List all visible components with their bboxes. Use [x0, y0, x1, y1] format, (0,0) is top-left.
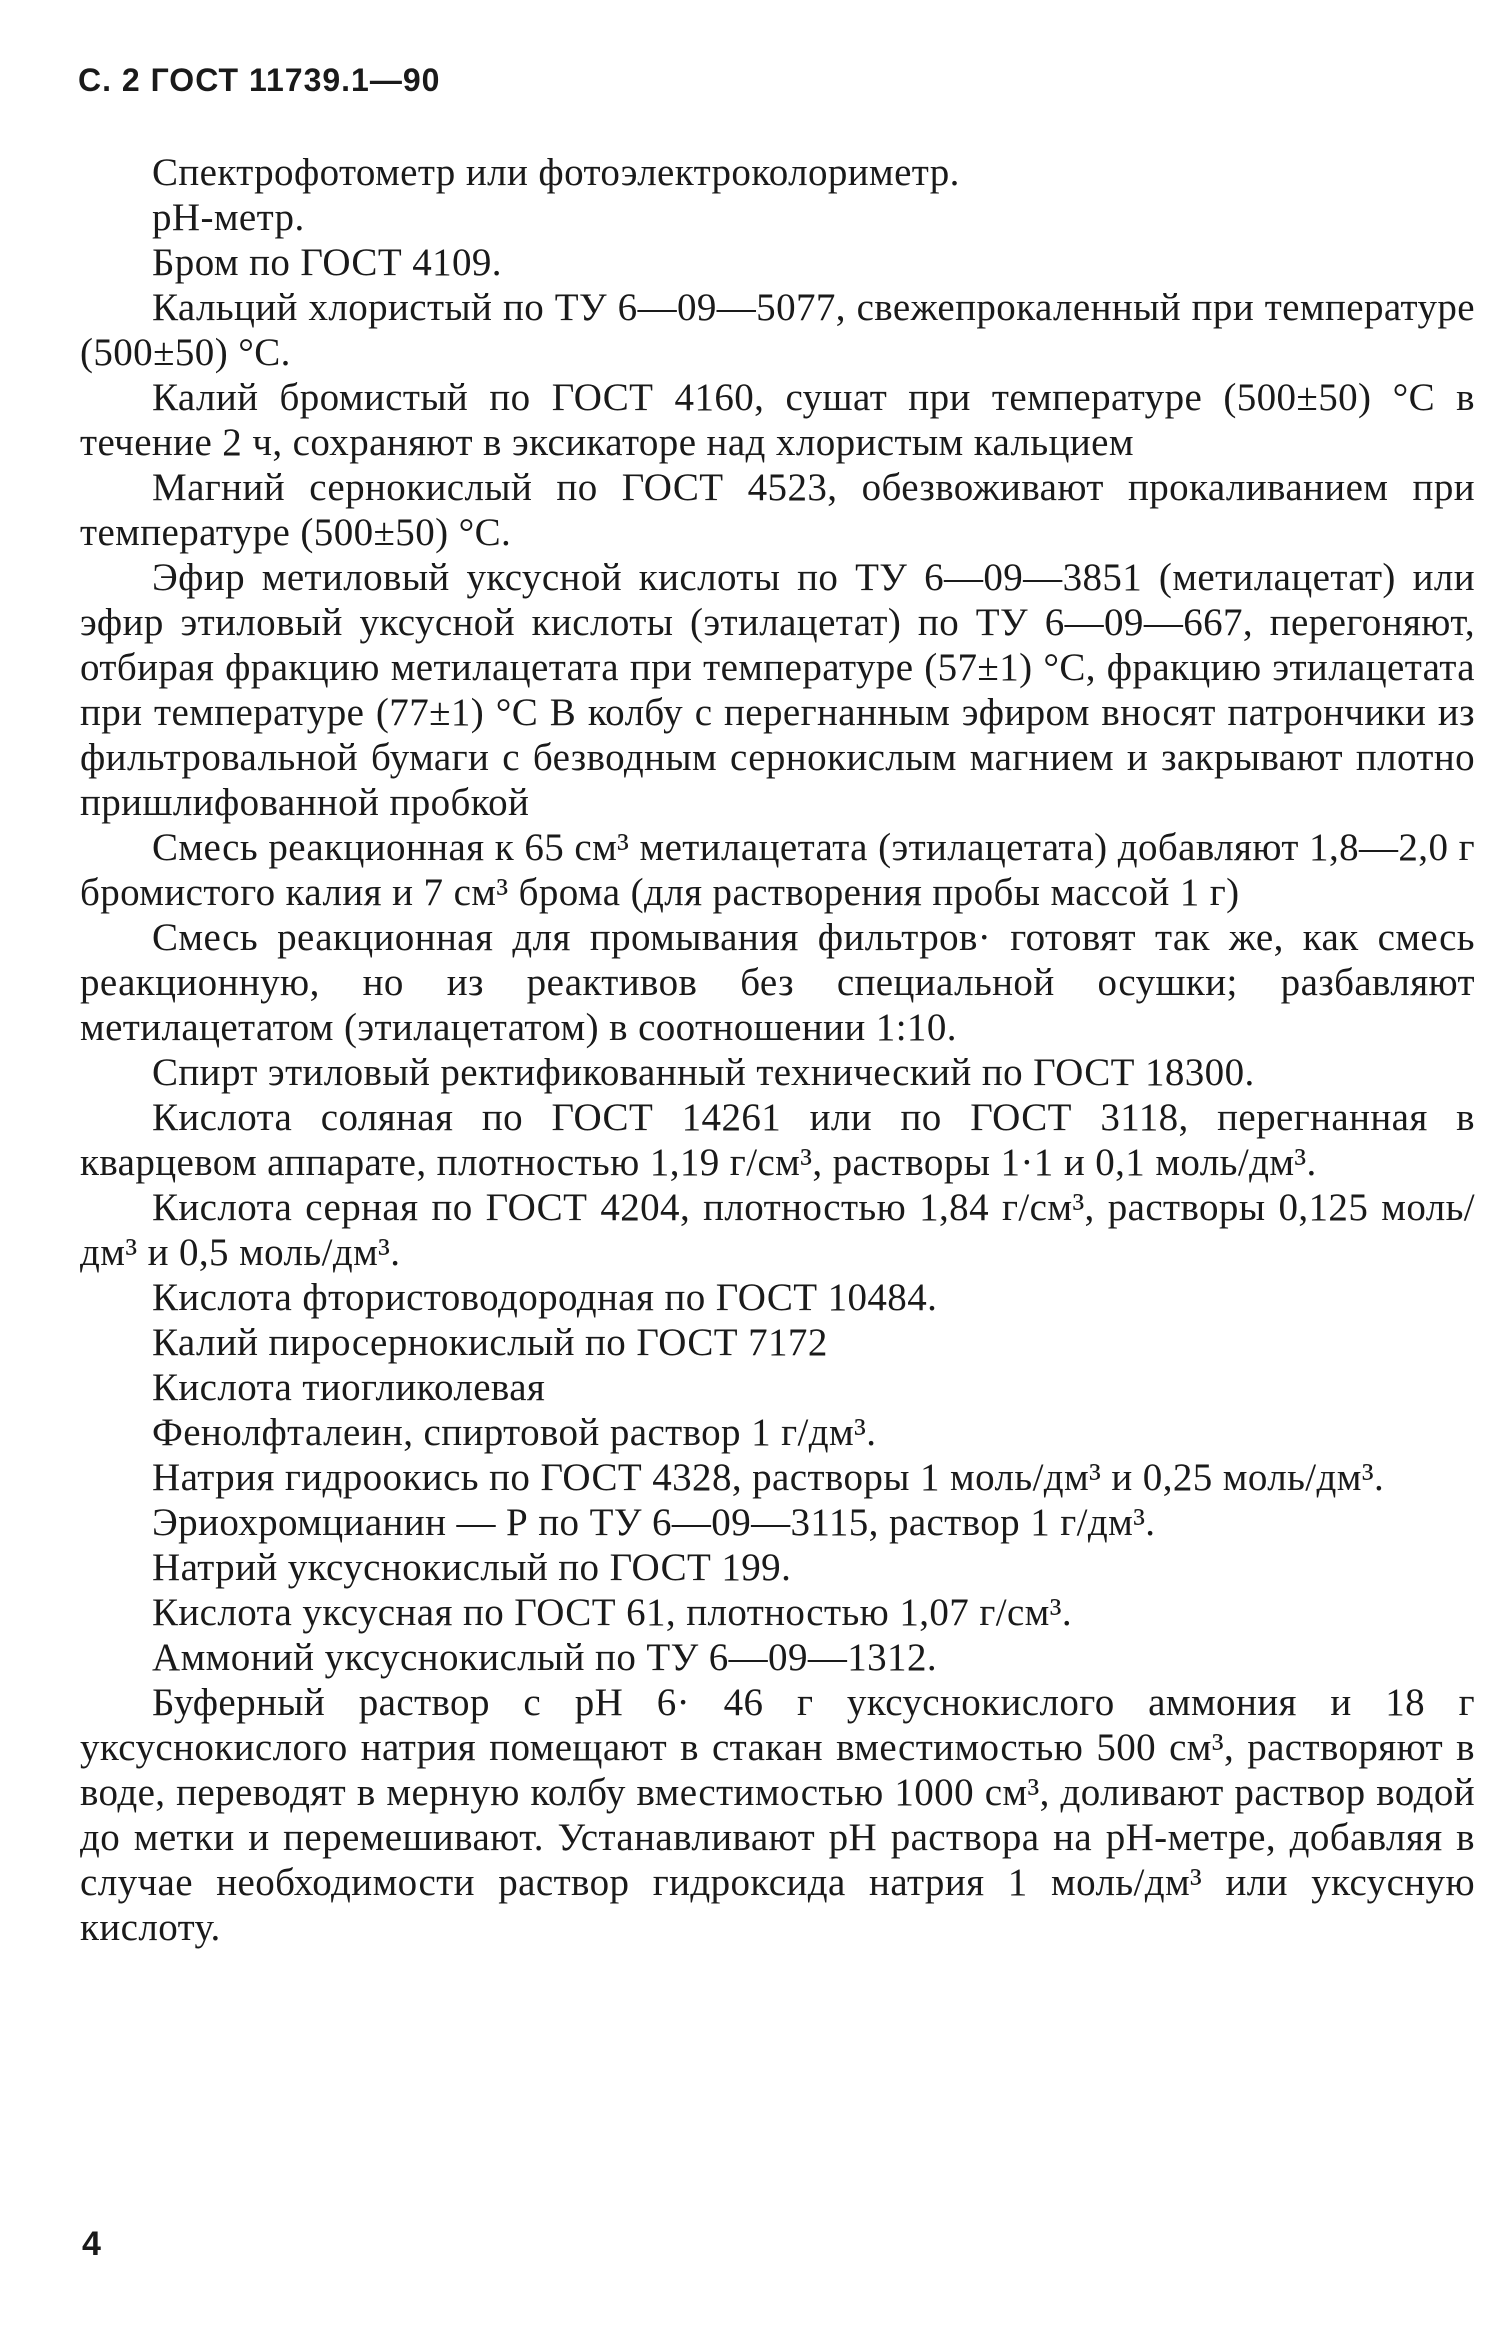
reagent-paragraph: Бром по ГОСТ 4109. — [152, 241, 502, 284]
reagent-paragraph: Калий бромистый по ГОСТ 4160, сушат при температуре (500±50) °С в течение 2 ч, сохраняют в эксикаторе над хлористым кальцием — [80, 376, 1475, 464]
reagent-paragraph: Кальций хлористый по ТУ 6—09—5077, свежепрокаленный при температуре (500±50) °С. — [80, 286, 1475, 374]
reagent-paragraph: Кислота уксусная по ГОСТ 61, плотностью 1,07 г/см³. — [152, 1591, 1072, 1634]
reagent-paragraph: Смесь реакционная к 65 см³ метилацетата (этилацетата) добавляют 1,8—2,0 г бромистого калия и 7 см³ брома (для растворения пробы массой 1 г) — [80, 826, 1475, 914]
reagent-paragraph: Спирт этиловый ректификованный технический по ГОСТ 18300. — [152, 1051, 1255, 1094]
reagent-paragraph: Кислота фтористоводородная по ГОСТ 10484. — [152, 1276, 938, 1319]
reagent-paragraph: Кислота соляная по ГОСТ 14261 или по ГОСТ 3118, перегнанная в кварцевом аппарате, плотностью 1,19 г/см³, растворы 1·1 и 0,1 моль/дм³. — [80, 1096, 1475, 1184]
reagent-paragraph: Спектрофотометр или фотоэлектроколориметр. — [152, 151, 960, 194]
page-number: 4 — [82, 2225, 101, 2263]
reagent-paragraph: рН-метр. — [152, 196, 305, 239]
reagent-paragraph: Калий пиросернокислый по ГОСТ 7172 — [152, 1321, 828, 1364]
reagent-paragraph: Буферный раствор с рН 6· 46 г уксуснокислого аммония и 18 г уксуснокислого натрия помещают в стакан вместимостью 500 см³, растворяют в воде, переводят в мерную колбу вместимостью 1000 см³, доливают раствор водой до метки и перемешивают. Устанавливают рН раствора на рН-метре, добавляя в случае необходимости раствор гидроксида натрия 1 моль/дм³ или уксусную кислоту. — [80, 1681, 1475, 1949]
reagent-paragraph: Эфир метиловый уксусной кислоты по ТУ 6—09—3851 (метилацетат) или эфир этиловый уксусной кислоты (этилацетат) по ТУ 6—09—667, перегоняют, отбирая фракцию метилацетата при температуре (57±1) °С, фракцию этилацетата при температуре (77±1) °С В колбу с перегнанным эфиром вносят патрончики из фильтровальной бумаги с безводным сернокислым магнием и закрывают плотно пришлифованной пробкой — [80, 556, 1475, 824]
reagent-paragraph: Магний сернокислый по ГОСТ 4523, обезвоживают прокаливанием при температуре (500±50) °С. — [80, 466, 1475, 554]
running-header: С. 2 ГОСТ 11739.1—90 — [78, 62, 441, 98]
reagent-paragraph: Натрий уксуснокислый по ГОСТ 199. — [152, 1546, 792, 1589]
reagent-paragraph: Смесь реакционная для промывания фильтров· готовят так же, как смесь реакционную, но из реактивов без специальной осушки; разбавляют метилацетатом (этилацетатом) в соотношении 1:10. — [80, 916, 1475, 1049]
document-body — [80, 150, 1475, 1950]
reagent-paragraph: Фенолфталеин, спиртовой раствор 1 г/дм³. — [152, 1411, 877, 1454]
reagent-paragraph: Аммоний уксуснокислый по ТУ 6—09—1312. — [152, 1636, 938, 1679]
reagent-paragraph: Натрия гидроокись по ГОСТ 4328, растворы 1 моль/дм³ и 0,25 моль/дм³. — [152, 1456, 1385, 1499]
reagent-paragraph: Кислота серная по ГОСТ 4204, плотностью 1,84 г/см³, растворы 0,125 моль/дм³ и 0,5 моль/дм³. — [80, 1186, 1475, 1274]
reagent-paragraph: Эриохромцианин — Р по ТУ 6—09—3115, раствор 1 г/дм³. — [152, 1501, 1156, 1544]
reagent-paragraph: Кислота тиогликолевая — [152, 1366, 546, 1409]
